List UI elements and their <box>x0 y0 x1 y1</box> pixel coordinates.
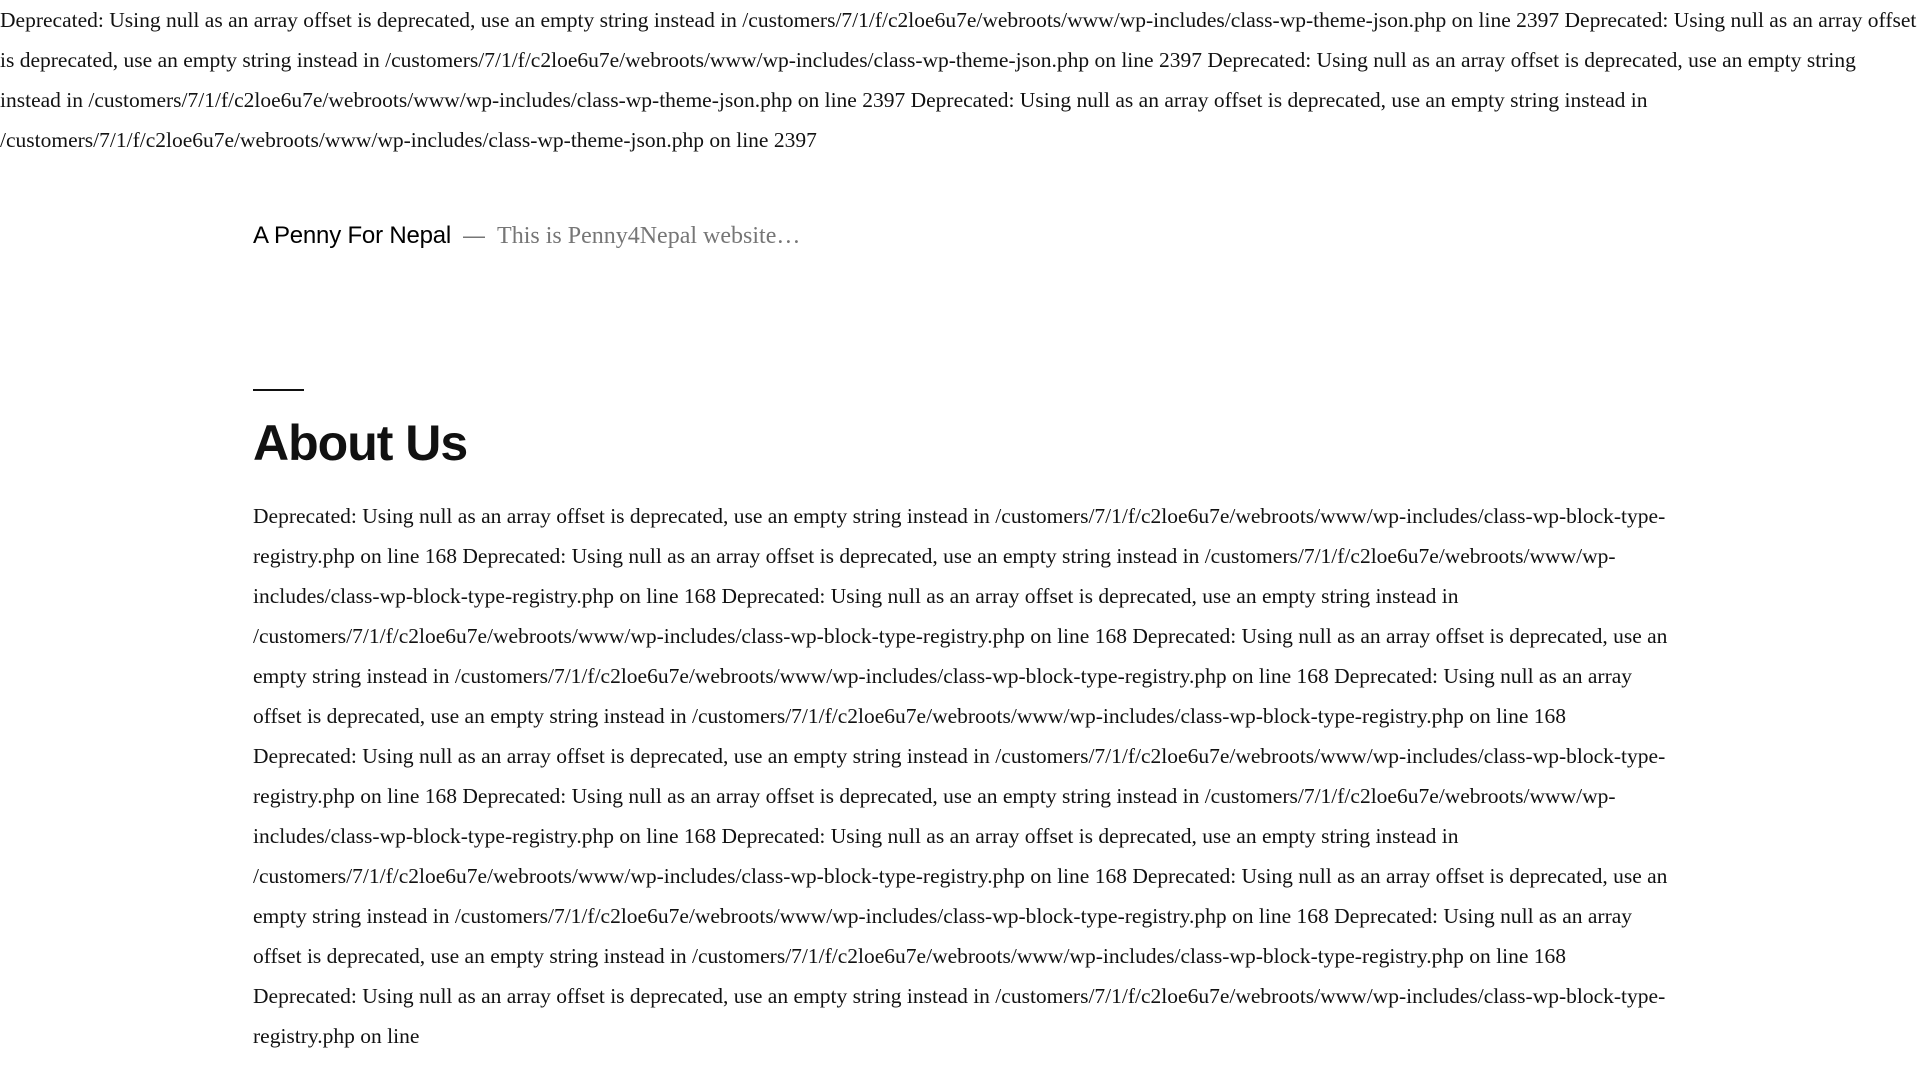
entry-content: Deprecated: Using null as an array offset is deprecated, use an empty string instead in /customers/7/1/f/c2loe6u7e/webroots/www/wp-includes/class-wp-block-type-registry.php on line 168 Deprecated: Using null as an array offset is deprecated, use an empty string instead in /customers/7/1/f/c2loe6u7e/webroots/www/wp-includes/class-wp-block-type-registry.php on line 168 Deprecated: Using null as an array offset is deprecated, use an empty string instead in /customers/7/1/f/c2loe6u7e/webroots/www/wp-includes/class-wp-block-type-registry.php on line 168 Deprecated: Using null as an array offset is deprecated, use an empty string instead in /customers/7/1/f/c2loe6u7e/webroots/www/wp-includes/class-wp-block-type-registry.php on line 168 Deprecated: Using null as an array offset is deprecated, use an empty string instead in /customers/7/1/f/c2loe6u7e/webroots/www/wp-includes/class-wp-block-type-registry.php on line 168 Deprecated: Using null as an array offset is deprecated, use an empty string instead in /customers/7/1/f/c2loe6u7e/webroots/www/wp-includes/class-wp-block-type-registry.php on line 168 Deprecated: Using null as an array offset is deprecated, use an empty string instead in /customers/7/1/f/c2loe6u7e/webroots/www/wp-includes/class-wp-block-type-registry.php on line 168 Deprecated: Using null as an array offset is deprecated, use an empty string instead in /customers/7/1/f/c2loe6u7e/webroots/www/wp-includes/class-wp-block-type-registry.php on line 168 Deprecated: Using null as an array offset is deprecated, use an empty string instead in /customers/7/1/f/c2loe6u7e/webroots/www/wp-includes/class-wp-block-type-registry.php on line 168 Deprecated: Using null as an array offset is deprecated, use an empty string instead in /customers/7/1/f/c2loe6u7e/webroots/www/wp-includes/class-wp-block-type-registry.php on line 168 Deprecated: Using null as an array offset is deprecated, use an empty string instead in /customers/7/1/f/c2loe6u7e/webroots/www/wp-includes/class-wp-block-type-registry.php on line <box>253 504 1668 1048</box>
php-deprecation-notice: Deprecated: Using null as an array offset is deprecated, use an empty string instead in /customers/7/1/f/c2loe6u7e/webroots/www/wp-includes/class-wp-theme-json.php on line 2397 Deprecated: Using null as an array offset is deprecated, use an empty string instead in /customers/7/1/f/c2loe6u7e/webroots/www/wp-includes/class-wp-theme-json.php on line 2397 Deprecated: Using null as an array offset is deprecated, use an empty string instead in /customers/7/1/f/c2loe6u7e/webroots/www/wp-includes/class-wp-theme-json.php on line 2397 Deprecated: Using null as an array offset is deprecated, use an empty string instead in /customers/7/1/f/c2loe6u7e/webroots/www/wp-includes/class-wp-theme-json.php on line 2397 <box>0 8 1917 152</box>
page-title: About Us <box>253 415 468 471</box>
site-header <box>253 222 800 250</box>
title-separator: — <box>463 223 486 248</box>
site-title-link[interactable]: A Penny For Nepal <box>253 222 452 249</box>
entry-header-divider <box>253 389 304 391</box>
site-description: This is Penny4Nepal website… <box>497 223 801 249</box>
